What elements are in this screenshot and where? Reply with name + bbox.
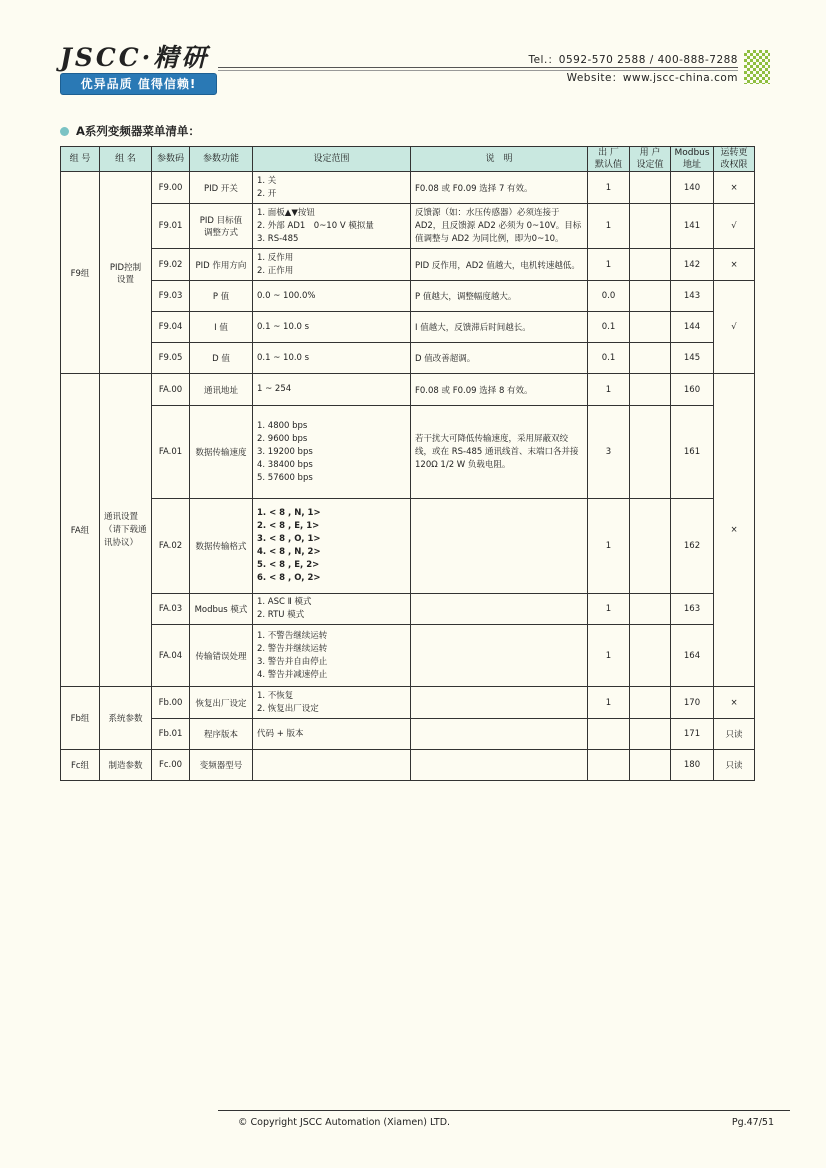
param-desc: P 值越大，调整幅度越大。 xyxy=(411,281,588,312)
param-function: 变频器型号 xyxy=(190,750,253,781)
param-perm: 只读 xyxy=(714,719,755,750)
menu-table xyxy=(60,146,755,781)
copyright-text: © Copyright JSCC Automation (Xiamen) LTD. xyxy=(238,1117,451,1128)
col-modbus: Modbus 地址 xyxy=(671,147,714,172)
param-modbus: 171 xyxy=(671,719,714,750)
param-user xyxy=(630,312,671,343)
param-user xyxy=(630,172,671,204)
param-range xyxy=(253,249,411,281)
group-id: F9组 xyxy=(61,172,100,374)
slogan-badge: 优异品质 值得信赖! xyxy=(60,73,217,95)
param-code: FA.04 xyxy=(152,625,190,687)
param-code: FA.00 xyxy=(152,374,190,406)
param-modbus: 163 xyxy=(671,594,714,625)
param-code: Fb.00 xyxy=(152,687,190,719)
param-default xyxy=(588,750,630,781)
range-line: 0.0 ~ 100.0% xyxy=(257,290,316,301)
table-row xyxy=(61,406,755,499)
range-line: 2. 9600 bps xyxy=(257,433,308,444)
param-function: Modbus 模式 xyxy=(190,594,253,625)
param-desc: 若干扰大可降低传输速度，采用屏蔽双绞线，或在 RS-485 通讯线首、末端口各并接120Ω 1/2 W 负载电阻。 xyxy=(411,406,588,499)
param-code: FA.02 xyxy=(152,499,190,594)
param-function: 传输错误处理 xyxy=(190,625,253,687)
param-code: F9.03 xyxy=(152,281,190,312)
param-function: D 值 xyxy=(190,343,253,374)
range-line: 1. 反作用 xyxy=(257,252,294,263)
param-range xyxy=(253,406,411,499)
table-row xyxy=(61,625,755,687)
table-row xyxy=(61,172,755,204)
param-default: 0.1 xyxy=(588,312,630,343)
section-title-text: A系列变频器菜单清单： xyxy=(76,124,200,138)
group-id: Fc组 xyxy=(61,750,100,781)
param-user xyxy=(630,625,671,687)
param-range xyxy=(253,719,411,750)
range-line: 6. < 8 , O, 2> xyxy=(257,573,321,583)
table-row xyxy=(61,374,755,406)
range-line: 2. 开 xyxy=(257,188,277,199)
param-modbus: 164 xyxy=(671,625,714,687)
param-modbus: 143 xyxy=(671,281,714,312)
range-line: 2. 恢复出厂设定 xyxy=(257,703,319,714)
param-default: 1 xyxy=(588,499,630,594)
company-logo: JSCC·精研 xyxy=(60,43,210,72)
page-number: Pg.47/51 xyxy=(731,1117,774,1128)
param-user xyxy=(630,594,671,625)
group-name: 系统参数 xyxy=(100,687,152,750)
param-code: Fc.00 xyxy=(152,750,190,781)
range-line: 1. 4800 bps xyxy=(257,420,308,431)
param-desc: 反馈源（如：水压传感器）必须连接于 AD2，且反馈源 AD2 必须为 0~10V。目标值调整与 AD2 为同比例，即为0~10。 xyxy=(411,204,588,249)
param-default: 1 xyxy=(588,625,630,687)
section-title xyxy=(60,123,200,139)
param-user xyxy=(630,719,671,750)
param-function: I 值 xyxy=(190,312,253,343)
param-modbus: 160 xyxy=(671,374,714,406)
param-modbus: 140 xyxy=(671,172,714,204)
param-default: 1 xyxy=(588,594,630,625)
range-line: 5. < 8 , E, 2> xyxy=(257,560,320,570)
range-line: 4. 警告并减速停止 xyxy=(257,669,328,680)
param-perm: 只读 xyxy=(714,750,755,781)
col-group-name: 组 名 xyxy=(100,147,152,172)
table-row xyxy=(61,249,755,281)
param-perm: × xyxy=(714,249,755,281)
param-range xyxy=(253,204,411,249)
param-user xyxy=(630,204,671,249)
param-default: 1 xyxy=(588,687,630,719)
param-code: F9.00 xyxy=(152,172,190,204)
param-range xyxy=(253,594,411,625)
group-id: FA组 xyxy=(61,374,100,687)
param-modbus: 145 xyxy=(671,343,714,374)
param-code: F9.01 xyxy=(152,204,190,249)
col-user: 用 户 设定值 xyxy=(630,147,671,172)
range-line: 1. 面板▲▼按钮 xyxy=(257,207,315,218)
param-desc: I 值越大，反馈滞后时间越长。 xyxy=(411,312,588,343)
param-modbus: 141 xyxy=(671,204,714,249)
param-desc xyxy=(411,750,588,781)
param-default: 1 xyxy=(588,204,630,249)
param-function: 通讯地址 xyxy=(190,374,253,406)
range-line: 2. RTU 模式 xyxy=(257,610,305,620)
param-desc: F0.08 或 F0.09 选择 8 有效。 xyxy=(411,374,588,406)
param-user xyxy=(630,406,671,499)
range-line: 4. < 8 , N, 2> xyxy=(257,547,321,557)
param-default: 0.1 xyxy=(588,343,630,374)
param-desc xyxy=(411,719,588,750)
header-divider xyxy=(218,67,738,68)
param-perm: √ xyxy=(714,281,755,374)
table-row xyxy=(61,343,755,374)
param-perm: × xyxy=(714,687,755,719)
table-row xyxy=(61,312,755,343)
footer-divider xyxy=(218,1110,790,1111)
phone-number: Tel.：0592-570 2588 / 400-888-7288 xyxy=(528,54,738,66)
param-range xyxy=(253,687,411,719)
param-user xyxy=(630,750,671,781)
range-line: 2. 正作用 xyxy=(257,265,294,276)
param-default: 3 xyxy=(588,406,630,499)
range-line: 1. 不警告继续运转 xyxy=(257,630,328,641)
col-range: 设定范围 xyxy=(253,147,411,172)
param-user xyxy=(630,343,671,374)
param-user xyxy=(630,499,671,594)
bullet-dot-icon xyxy=(60,127,69,136)
param-code: Fb.01 xyxy=(152,719,190,750)
param-modbus: 144 xyxy=(671,312,714,343)
col-desc: 说 明 xyxy=(411,147,588,172)
param-function: 数据传输格式 xyxy=(190,499,253,594)
param-desc: F0.08 或 F0.09 选择 7 有效。 xyxy=(411,172,588,204)
param-desc: D 值改善超调。 xyxy=(411,343,588,374)
col-default: 出 厂 默认值 xyxy=(588,147,630,172)
group-id: Fb组 xyxy=(61,687,100,750)
table-row xyxy=(61,750,755,781)
range-line: 1 ~ 254 xyxy=(257,384,292,394)
param-range xyxy=(253,172,411,204)
table-row xyxy=(61,204,755,249)
param-function: 程序版本 xyxy=(190,719,253,750)
param-desc xyxy=(411,499,588,594)
range-line: 0.1 ~ 10.0 s xyxy=(257,352,310,363)
table-row xyxy=(61,719,755,750)
param-function: PID 目标值 调整方式 xyxy=(190,204,253,249)
param-range xyxy=(253,750,411,781)
param-code: F9.05 xyxy=(152,343,190,374)
table-header-row xyxy=(61,147,755,172)
range-line: 代码 + 版本 xyxy=(257,728,304,739)
range-line: 4. 38400 bps xyxy=(257,459,313,470)
table-row xyxy=(61,594,755,625)
range-line: 5. 57600 bps xyxy=(257,472,313,483)
param-default: 1 xyxy=(588,249,630,281)
param-code: F9.04 xyxy=(152,312,190,343)
table-row xyxy=(61,687,755,719)
param-modbus: 170 xyxy=(671,687,714,719)
param-default: 1 xyxy=(588,374,630,406)
group-name: PID控制设置 xyxy=(100,172,152,374)
range-line: 2. 警告并继续运转 xyxy=(257,643,328,654)
param-perm: √ xyxy=(714,204,755,249)
param-function: 数据传输速度 xyxy=(190,406,253,499)
param-default: 1 xyxy=(588,172,630,204)
range-line: 1. ASC Ⅱ 模式 xyxy=(257,597,312,607)
range-line: 1. 关 xyxy=(257,175,277,186)
param-range xyxy=(253,312,411,343)
param-modbus: 161 xyxy=(671,406,714,499)
param-user xyxy=(630,281,671,312)
table-row xyxy=(61,499,755,594)
param-default: 0.0 xyxy=(588,281,630,312)
param-modbus: 142 xyxy=(671,249,714,281)
param-modbus: 162 xyxy=(671,499,714,594)
param-desc: PID 反作用，AD2 值越大，电机转速越低。 xyxy=(411,249,588,281)
range-line: 3. 警告并自由停止 xyxy=(257,656,328,667)
group-name: 通讯设置（请下载通讯协议） xyxy=(100,374,152,687)
range-line: 2. 外部 AD1 0~10 V 模拟量 xyxy=(257,220,374,231)
param-function: 恢复出厂设定 xyxy=(190,687,253,719)
param-modbus: 180 xyxy=(671,750,714,781)
param-range xyxy=(253,343,411,374)
param-perm: × xyxy=(714,374,755,687)
website-url: Website：www.jscc-china.com xyxy=(566,72,738,84)
param-function: PID 作用方向 xyxy=(190,249,253,281)
param-perm: × xyxy=(714,172,755,204)
range-line: 0.1 ~ 10.0 s xyxy=(257,321,310,332)
checker-pattern-icon xyxy=(744,50,770,84)
param-code: FA.03 xyxy=(152,594,190,625)
col-function: 参数功能 xyxy=(190,147,253,172)
param-range xyxy=(253,499,411,594)
range-line: 1. < 8 , N, 1> xyxy=(257,508,321,518)
param-code: FA.01 xyxy=(152,406,190,499)
param-function: PID 开关 xyxy=(190,172,253,204)
param-range xyxy=(253,281,411,312)
col-group: 组 号 xyxy=(61,147,100,172)
group-name: 制造参数 xyxy=(100,750,152,781)
param-range xyxy=(253,374,411,406)
param-user xyxy=(630,687,671,719)
range-line: 3. < 8 , O, 1> xyxy=(257,534,321,544)
range-line: 3. 19200 bps xyxy=(257,446,313,457)
col-code: 参数码 xyxy=(152,147,190,172)
col-perm: 运转更 改权限 xyxy=(714,147,755,172)
param-user xyxy=(630,249,671,281)
param-function: P 值 xyxy=(190,281,253,312)
range-line: 1. 不恢复 xyxy=(257,690,294,701)
param-desc xyxy=(411,594,588,625)
param-desc xyxy=(411,625,588,687)
param-user xyxy=(630,374,671,406)
table-row xyxy=(61,281,755,312)
param-code: F9.02 xyxy=(152,249,190,281)
range-line: 2. < 8 , E, 1> xyxy=(257,521,320,531)
param-default xyxy=(588,719,630,750)
param-range xyxy=(253,625,411,687)
param-desc xyxy=(411,687,588,719)
range-line: 3. RS-485 xyxy=(257,233,299,244)
